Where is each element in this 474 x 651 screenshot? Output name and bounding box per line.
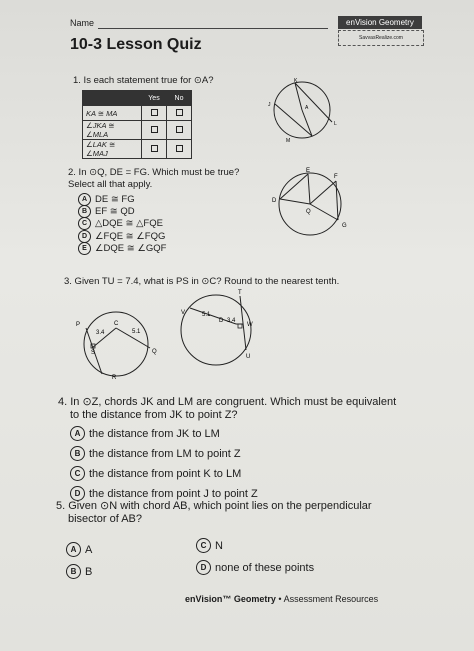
yes-checkbox-1[interactable] <box>151 109 158 116</box>
option-text: the distance from JK to LM <box>89 427 220 440</box>
option-text: ∠DQE ≅ ∠GQF <box>95 243 167 255</box>
label-g: G <box>342 223 347 229</box>
question-1-table <box>82 90 192 159</box>
q5-option-c[interactable] <box>196 538 223 553</box>
option-letter: E <box>78 242 91 255</box>
q5-option-d[interactable] <box>196 560 314 575</box>
question-2-line2: Select all that apply. <box>68 179 153 190</box>
label-w: W <box>247 322 253 328</box>
label-q: Q <box>306 209 311 215</box>
option-letter: D <box>70 486 85 501</box>
label-m: M <box>286 138 291 144</box>
option-text: EF ≅ QD <box>95 205 135 217</box>
question-1-prompt: 1. Is each statement true for ⊙A? <box>73 75 214 86</box>
option-text: the distance from LM to point Z <box>89 447 241 460</box>
q2-option-e[interactable] <box>78 243 166 255</box>
q4-option-d[interactable] <box>70 486 258 501</box>
option-letter: A <box>66 542 81 557</box>
yes-checkbox-3[interactable] <box>151 145 158 152</box>
table-header-no: No <box>167 91 192 106</box>
label-c: C <box>114 321 119 327</box>
option-text: ∠FQE ≅ ∠FQG <box>95 230 166 242</box>
question-5-prompt <box>56 500 436 526</box>
circle-q-figure <box>268 166 358 238</box>
label-d: D <box>219 318 224 324</box>
label-u: U <box>246 354 251 360</box>
table-header-blank <box>83 91 142 106</box>
footer-separator: • <box>278 594 282 604</box>
label-t: T <box>238 290 242 296</box>
question-5-line2: bisector of AB? <box>68 513 142 525</box>
table-row <box>83 140 192 159</box>
option-text: the distance from point J to point Z <box>89 487 258 500</box>
statement-3: ∠LAK ≅ ∠MAJ <box>83 140 142 159</box>
option-text: the distance from point K to LM <box>89 467 242 480</box>
label-v: V <box>181 310 186 316</box>
no-checkbox-3[interactable] <box>176 145 183 152</box>
q2-option-d[interactable] <box>78 230 166 242</box>
q2-option-c[interactable] <box>78 218 166 230</box>
footer <box>185 594 378 604</box>
question-2-prompt <box>68 167 239 191</box>
table-header-yes: Yes <box>142 91 167 106</box>
label-j: J <box>268 102 271 108</box>
label-s: S <box>91 350 96 356</box>
quiz-title: 10-3 Lesson Quiz <box>70 36 202 53</box>
question-4-options <box>70 426 258 506</box>
table-row <box>83 121 192 140</box>
yes-checkbox-2[interactable] <box>151 126 158 133</box>
url-box: SavvasRealize.com <box>338 30 424 46</box>
label-a: A <box>305 105 309 111</box>
brand-badge: enVision Geometry <box>338 16 422 29</box>
question-3-prompt: 3. Given TU = 7.4, what is PS in ⊙C? Round to the nearest tenth. <box>64 276 340 287</box>
question-2-line1: 2. In ⊙Q, DE = FG. Which must be true? <box>68 167 240 178</box>
option-letter: D <box>78 230 91 243</box>
option-text: none of these points <box>215 561 315 574</box>
option-text: B <box>85 565 93 578</box>
option-letter: B <box>78 205 91 218</box>
option-text: N <box>215 539 223 552</box>
circle-d-figure <box>176 288 266 372</box>
option-letter: A <box>70 426 85 441</box>
q5-option-b[interactable] <box>66 564 92 579</box>
label-d: D <box>272 198 277 204</box>
circle-c-figure <box>72 308 164 380</box>
question-4-prompt <box>58 396 396 422</box>
option-text: △DQE ≅ △FQE <box>95 218 163 230</box>
no-checkbox-2[interactable] <box>176 126 183 133</box>
option-text: DE ≅ FG <box>95 193 135 205</box>
label-f: F <box>334 174 338 180</box>
q2-option-a[interactable] <box>78 193 166 205</box>
option-letter: B <box>70 446 85 461</box>
statement-1: KA ≅ MA <box>83 106 142 121</box>
option-letter: C <box>78 217 91 230</box>
option-letter: A <box>78 193 91 206</box>
question-2-options <box>78 193 166 255</box>
q4-option-c[interactable] <box>70 466 258 481</box>
name-label: Name <box>70 18 95 28</box>
q2-option-b[interactable] <box>78 205 166 217</box>
option-letter: C <box>196 538 211 553</box>
label-k: K <box>294 78 298 84</box>
footer-text: Assessment Resources <box>283 594 379 604</box>
circle-a-figure <box>262 78 342 146</box>
label-3-4: 3.4 <box>227 318 236 324</box>
question-4-line2: to the distance from JK to point Z? <box>70 409 238 421</box>
label-r: R <box>112 375 117 380</box>
q4-option-a[interactable] <box>70 426 258 441</box>
footer-brand: enVision™ Geometry <box>185 594 276 604</box>
label-e: E <box>306 168 311 174</box>
question-5-line1: 5. Given ⊙N with chord AB, which point lies on the perpendicular <box>56 500 372 512</box>
label-5-1: 5.1 <box>202 312 211 318</box>
no-checkbox-1[interactable] <box>176 109 183 116</box>
question-4-line1: 4. In ⊙Z, chords JK and LM are congruent. Which must be equivalent <box>58 396 397 408</box>
label-q: Q <box>152 349 157 355</box>
option-letter: B <box>66 564 81 579</box>
table-row <box>83 106 192 121</box>
option-letter: D <box>196 560 211 575</box>
name-line <box>98 28 328 29</box>
label-3-4: 3.4 <box>96 330 105 336</box>
label-l: L <box>334 121 337 127</box>
statement-2: ∠JKA ≅ ∠MLA <box>83 121 142 140</box>
label-5-1: 5.1 <box>132 329 141 335</box>
option-text: A <box>85 543 93 556</box>
label-p: P <box>76 322 81 328</box>
option-letter: C <box>70 466 85 481</box>
q5-option-a[interactable] <box>66 542 92 557</box>
q4-option-b[interactable] <box>70 446 258 461</box>
